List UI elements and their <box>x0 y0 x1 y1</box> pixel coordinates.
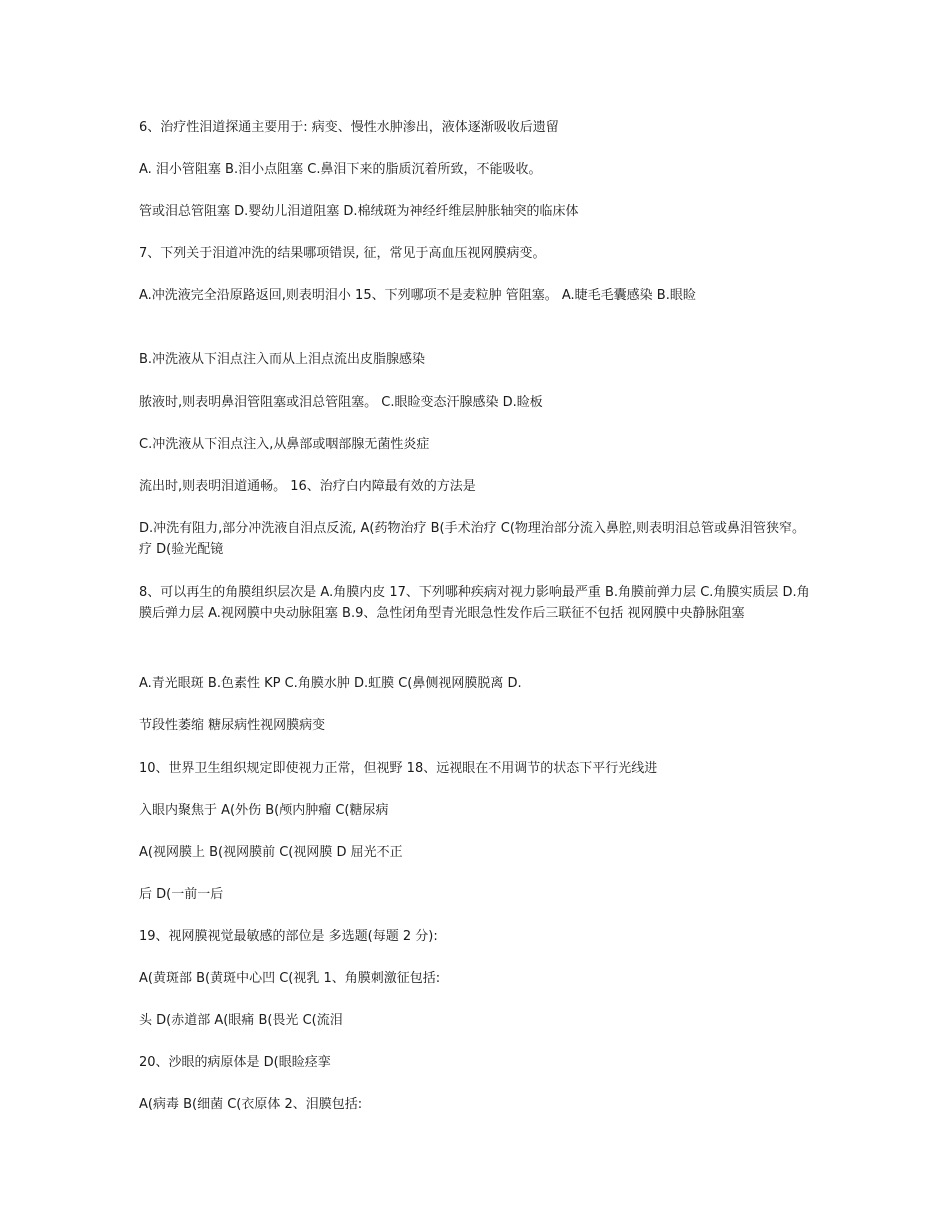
paragraph: 头 D(赤道部 A(眼痛 B(畏光 C(流泪 <box>139 1013 343 1028</box>
paragraph: 管或泪总管阻塞 D.婴幼儿泪道阻塞 D.棉绒斑为神经纤维层肿胀轴突的临床体 <box>139 204 579 219</box>
paragraph: 入眼内聚焦于 A(外伤 B(颅内肿瘤 C(糖尿病 <box>139 803 389 818</box>
paragraph: A(视网膜上 B(视网膜前 C(视网膜 D 屈光不正 <box>139 845 403 860</box>
paragraph: C.冲洗液从下泪点注入,从鼻部或咽部腺无菌性炎症 <box>139 437 430 452</box>
paragraph: A.冲洗液完全沿原路返回,则表明泪小 15、下列哪项不是麦粒肿 管阻塞。 A.睫毛毛囊感染 B.眼睑 <box>139 288 696 303</box>
paragraph: 后 D(一前一后 <box>139 887 224 902</box>
paragraph: B.冲洗液从下泪点注入而从上泪点流出皮脂腺感染 <box>139 352 426 367</box>
paragraph-q19: 19、视网膜视觉最敏感的部位是 多选题(每题 2 分): <box>139 929 438 944</box>
paragraph-q10: 10、世界卫生组织规定即使视力正常，但视野 18、远视眼在不用调节的状态下平行光线进 <box>139 761 658 776</box>
paragraph: 流出时,则表明泪道通畅。 16、治疗白内障最有效的方法是 <box>139 479 476 494</box>
paragraph: A(病毒 B(细菌 C(衣原体 2、泪膜包括: <box>139 1097 363 1112</box>
paragraph: A(黄斑部 B(黄斑中心凹 C(视乳 1、角膜刺激征包括: <box>139 971 441 986</box>
paragraph-q7: 7、下列关于泪道冲洗的结果哪项错误, 征，常见于高血压视网膜病变。 <box>139 246 546 261</box>
paragraph: 脓液时,则表明鼻泪管阻塞或泪总管阻塞。 C.眼睑变态汗腺感染 D.睑板 <box>139 395 543 410</box>
paragraph-q6-options: A. 泪小管阻塞 B.泪小点阻塞 C.鼻泪下来的脂质沉着所致，不能吸收。 <box>139 162 542 177</box>
paragraph-q6: 6、治疗性泪道探通主要用于: 病变、慢性水肿渗出，液体逐渐吸收后遗留 <box>139 120 559 135</box>
paragraph-q20: 20、沙眼的病原体是 D(眼睑痉挛 <box>139 1055 331 1070</box>
paragraph: D.冲洗有阻力,部分冲洗液自泪点反流, A(药物治疗 B(手术治疗 C(物理治部分流入鼻腔,则表明泪总管或鼻泪管狭窄。 疗 D(验光配镜 <box>139 521 806 557</box>
paragraph-q8: 8、可以再生的角膜组织层次是 A.角膜内皮 17、下列哪种疾病对视力影响最严重 B.角膜前弹力层 C.角膜实质层 D.角膜后弹力层 A.视网膜中央动脉阻塞 B.9、急性闭角型青光眼急性发作后三联征不包括 视网膜中央静脉阻塞 <box>139 585 810 621</box>
paragraph: 节段性萎缩 糖尿病性视网膜病变 <box>139 718 326 733</box>
paragraph: A.青光眼斑 B.色素性 KP C.角膜水肿 D.虹膜 C(鼻侧视网膜脱离 D. <box>139 676 522 691</box>
